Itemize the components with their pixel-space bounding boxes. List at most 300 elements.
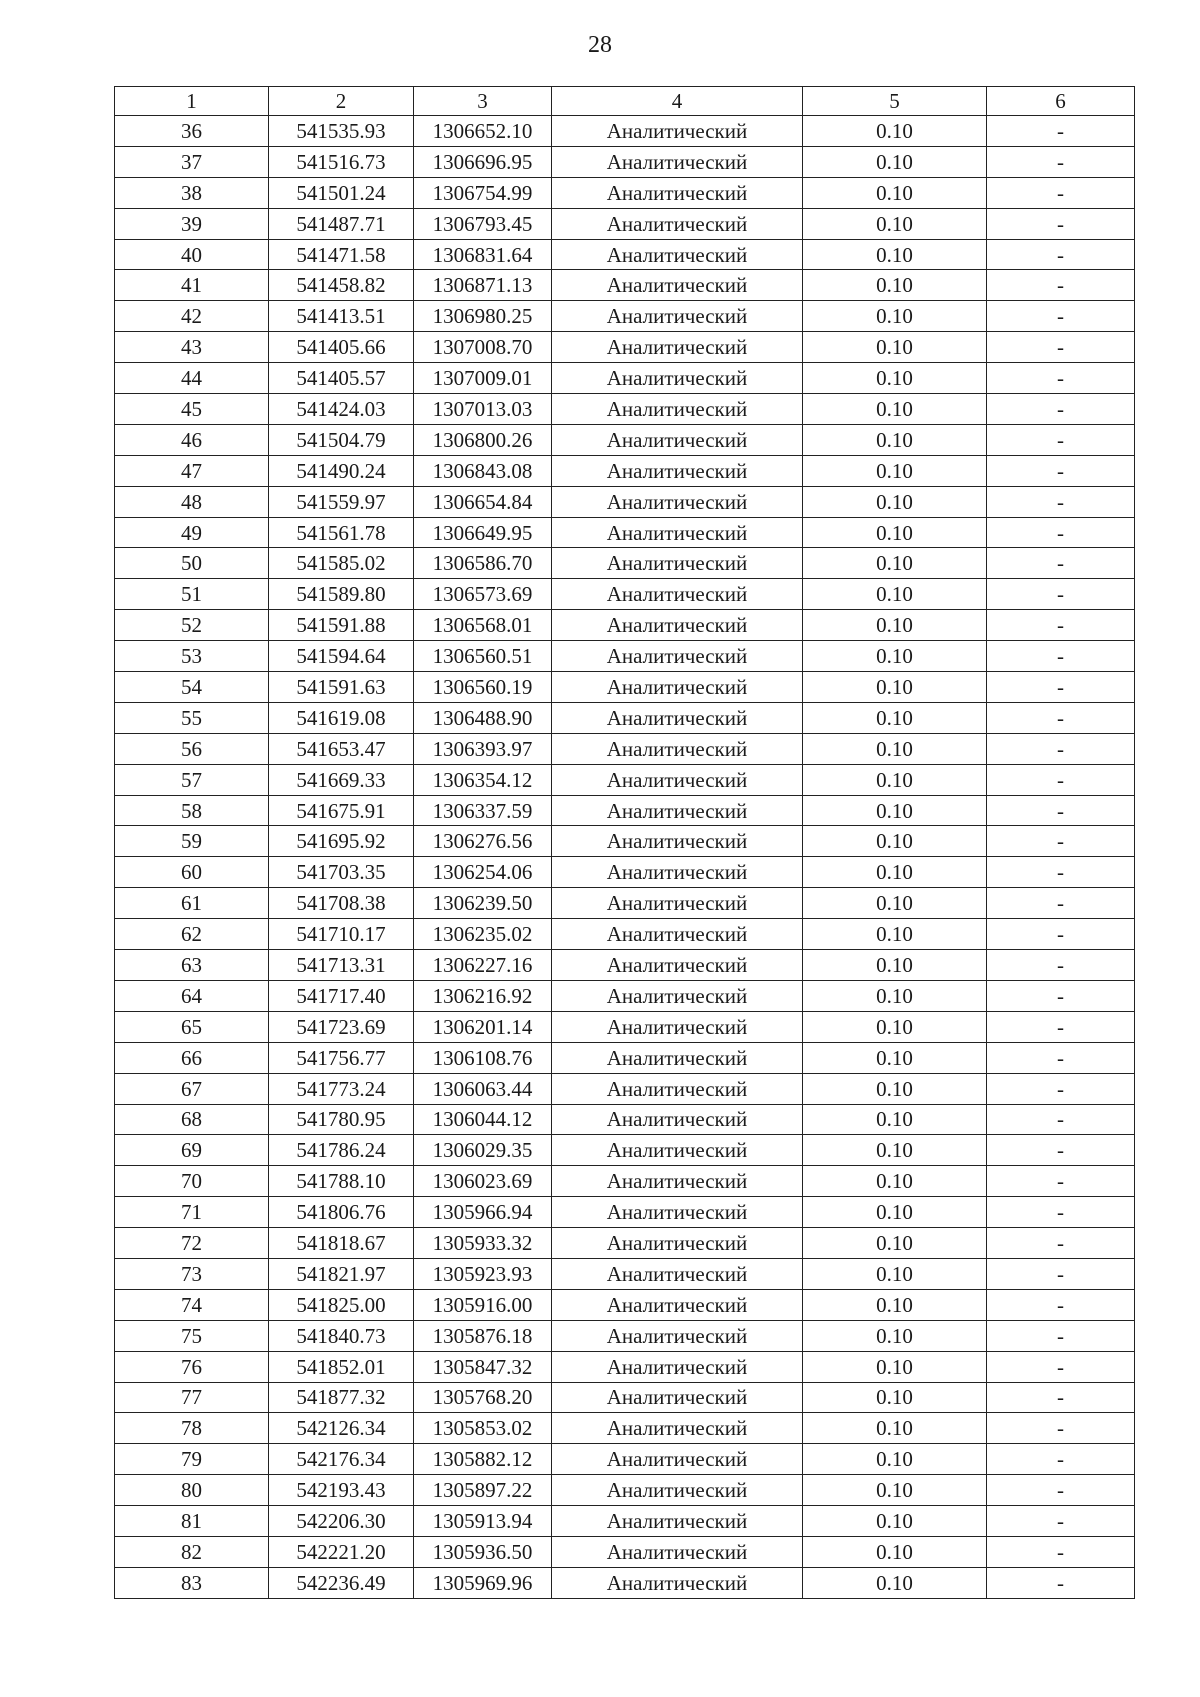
table-row — [115, 1135, 1135, 1166]
accuracy-cell: 0.10 — [803, 1228, 987, 1259]
method-cell: Аналитический — [552, 1413, 803, 1444]
table-row — [115, 888, 1135, 919]
y-coordinate-cell: 1305853.02 — [414, 1413, 552, 1444]
point-number-cell: 63 — [115, 950, 269, 981]
accuracy-cell: 0.10 — [803, 1135, 987, 1166]
x-coordinate-cell: 541559.97 — [269, 486, 414, 517]
x-coordinate-cell: 541788.10 — [269, 1166, 414, 1197]
x-coordinate-cell: 541669.33 — [269, 764, 414, 795]
table-row — [115, 332, 1135, 363]
method-cell: Аналитический — [552, 1506, 803, 1537]
method-cell: Аналитический — [552, 950, 803, 981]
method-cell: Аналитический — [552, 919, 803, 950]
point-number-cell: 62 — [115, 919, 269, 950]
table-row — [115, 1104, 1135, 1135]
accuracy-cell: 0.10 — [803, 363, 987, 394]
table-row — [115, 1042, 1135, 1073]
method-cell: Аналитический — [552, 146, 803, 177]
accuracy-cell: 0.10 — [803, 795, 987, 826]
table-row — [115, 672, 1135, 703]
method-cell: Аналитический — [552, 455, 803, 486]
note-cell: - — [987, 826, 1135, 857]
y-coordinate-cell: 1305933.32 — [414, 1228, 552, 1259]
y-coordinate-cell: 1306029.35 — [414, 1135, 552, 1166]
accuracy-cell: 0.10 — [803, 950, 987, 981]
column-header-4: 4 — [552, 87, 803, 116]
table-row — [115, 1413, 1135, 1444]
point-number-cell: 79 — [115, 1444, 269, 1475]
table-row — [115, 1444, 1135, 1475]
y-coordinate-cell: 1306560.51 — [414, 641, 552, 672]
y-coordinate-cell: 1306108.76 — [414, 1042, 552, 1073]
x-coordinate-cell: 541424.03 — [269, 394, 414, 425]
method-cell: Аналитический — [552, 1567, 803, 1598]
note-cell: - — [987, 1197, 1135, 1228]
method-cell: Аналитический — [552, 702, 803, 733]
y-coordinate-cell: 1306843.08 — [414, 455, 552, 486]
point-number-cell: 80 — [115, 1475, 269, 1506]
x-coordinate-cell: 541806.76 — [269, 1197, 414, 1228]
table-row — [115, 641, 1135, 672]
x-coordinate-cell: 541405.57 — [269, 363, 414, 394]
accuracy-cell: 0.10 — [803, 672, 987, 703]
method-cell: Аналитический — [552, 394, 803, 425]
column-header-6: 6 — [987, 87, 1135, 116]
note-cell: - — [987, 888, 1135, 919]
point-number-cell: 78 — [115, 1413, 269, 1444]
point-number-cell: 40 — [115, 239, 269, 270]
method-cell: Аналитический — [552, 424, 803, 455]
page-number: 28 — [588, 32, 612, 58]
accuracy-cell: 0.10 — [803, 455, 987, 486]
table-row — [115, 455, 1135, 486]
x-coordinate-cell: 542176.34 — [269, 1444, 414, 1475]
accuracy-cell: 0.10 — [803, 579, 987, 610]
y-coordinate-cell: 1306800.26 — [414, 424, 552, 455]
note-cell: - — [987, 332, 1135, 363]
x-coordinate-cell: 541675.91 — [269, 795, 414, 826]
x-coordinate-cell: 541786.24 — [269, 1135, 414, 1166]
x-coordinate-cell: 541756.77 — [269, 1042, 414, 1073]
method-cell: Аналитический — [552, 517, 803, 548]
accuracy-cell: 0.10 — [803, 610, 987, 641]
table-row — [115, 1197, 1135, 1228]
table-row — [115, 1320, 1135, 1351]
y-coordinate-cell: 1307013.03 — [414, 394, 552, 425]
x-coordinate-cell: 541589.80 — [269, 579, 414, 610]
method-cell: Аналитический — [552, 1073, 803, 1104]
table-row — [115, 919, 1135, 950]
y-coordinate-cell: 1307008.70 — [414, 332, 552, 363]
method-cell: Аналитический — [552, 1536, 803, 1567]
y-coordinate-cell: 1306568.01 — [414, 610, 552, 641]
point-number-cell: 48 — [115, 486, 269, 517]
method-cell: Аналитический — [552, 177, 803, 208]
accuracy-cell: 0.10 — [803, 1042, 987, 1073]
accuracy-cell: 0.10 — [803, 1011, 987, 1042]
method-cell: Аналитический — [552, 980, 803, 1011]
note-cell: - — [987, 239, 1135, 270]
accuracy-cell: 0.10 — [803, 548, 987, 579]
x-coordinate-cell: 541591.88 — [269, 610, 414, 641]
note-cell: - — [987, 950, 1135, 981]
method-cell: Аналитический — [552, 208, 803, 239]
accuracy-cell: 0.10 — [803, 270, 987, 301]
accuracy-cell: 0.10 — [803, 1382, 987, 1413]
y-coordinate-cell: 1306754.99 — [414, 177, 552, 208]
table-row — [115, 733, 1135, 764]
note-cell: - — [987, 1536, 1135, 1567]
accuracy-cell: 0.10 — [803, 239, 987, 270]
x-coordinate-cell: 541490.24 — [269, 455, 414, 486]
table-row — [115, 1073, 1135, 1104]
accuracy-cell: 0.10 — [803, 1444, 987, 1475]
x-coordinate-cell: 541561.78 — [269, 517, 414, 548]
y-coordinate-cell: 1306573.69 — [414, 579, 552, 610]
table-row — [115, 702, 1135, 733]
point-number-cell: 56 — [115, 733, 269, 764]
table-row — [115, 1506, 1135, 1537]
point-number-cell: 47 — [115, 455, 269, 486]
table-body — [115, 116, 1135, 1599]
note-cell: - — [987, 764, 1135, 795]
method-cell: Аналитический — [552, 795, 803, 826]
method-cell: Аналитический — [552, 239, 803, 270]
column-header-3: 3 — [414, 87, 552, 116]
y-coordinate-cell: 1306980.25 — [414, 301, 552, 332]
y-coordinate-cell: 1306654.84 — [414, 486, 552, 517]
y-coordinate-cell: 1306560.19 — [414, 672, 552, 703]
table-row — [115, 424, 1135, 455]
accuracy-cell: 0.10 — [803, 641, 987, 672]
x-coordinate-cell: 541695.92 — [269, 826, 414, 857]
table-row — [115, 1166, 1135, 1197]
table-row — [115, 1258, 1135, 1289]
x-coordinate-cell: 541405.66 — [269, 332, 414, 363]
point-number-cell: 46 — [115, 424, 269, 455]
note-cell: - — [987, 1351, 1135, 1382]
column-header-2: 2 — [269, 87, 414, 116]
method-cell: Аналитический — [552, 764, 803, 795]
method-cell: Аналитический — [552, 579, 803, 610]
column-header-5: 5 — [803, 87, 987, 116]
accuracy-cell: 0.10 — [803, 1289, 987, 1320]
note-cell: - — [987, 1320, 1135, 1351]
note-cell: - — [987, 116, 1135, 147]
x-coordinate-cell: 541877.32 — [269, 1382, 414, 1413]
note-cell: - — [987, 517, 1135, 548]
x-coordinate-cell: 541501.24 — [269, 177, 414, 208]
x-coordinate-cell: 541710.17 — [269, 919, 414, 950]
table-row — [115, 610, 1135, 641]
note-cell: - — [987, 301, 1135, 332]
y-coordinate-cell: 1306216.92 — [414, 980, 552, 1011]
point-number-cell: 71 — [115, 1197, 269, 1228]
table-row — [115, 486, 1135, 517]
accuracy-cell: 0.10 — [803, 486, 987, 517]
method-cell: Аналитический — [552, 363, 803, 394]
method-cell: Аналитический — [552, 486, 803, 517]
note-cell: - — [987, 1567, 1135, 1598]
note-cell: - — [987, 795, 1135, 826]
method-cell: Аналитический — [552, 857, 803, 888]
point-number-cell: 41 — [115, 270, 269, 301]
table-row — [115, 1011, 1135, 1042]
table-row — [115, 1351, 1135, 1382]
point-number-cell: 72 — [115, 1228, 269, 1259]
y-coordinate-cell: 1305768.20 — [414, 1382, 552, 1413]
y-coordinate-cell: 1305916.00 — [414, 1289, 552, 1320]
note-cell: - — [987, 579, 1135, 610]
point-number-cell: 52 — [115, 610, 269, 641]
point-number-cell: 82 — [115, 1536, 269, 1567]
note-cell: - — [987, 146, 1135, 177]
table-row — [115, 579, 1135, 610]
method-cell: Аналитический — [552, 301, 803, 332]
y-coordinate-cell: 1306201.14 — [414, 1011, 552, 1042]
method-cell: Аналитический — [552, 332, 803, 363]
note-cell: - — [987, 177, 1135, 208]
note-cell: - — [987, 424, 1135, 455]
accuracy-cell: 0.10 — [803, 1320, 987, 1351]
note-cell: - — [987, 1228, 1135, 1259]
accuracy-cell: 0.10 — [803, 826, 987, 857]
note-cell: - — [987, 394, 1135, 425]
y-coordinate-cell: 1306831.64 — [414, 239, 552, 270]
y-coordinate-cell: 1305966.94 — [414, 1197, 552, 1228]
accuracy-cell: 0.10 — [803, 208, 987, 239]
coordinates-table — [114, 86, 1135, 1599]
y-coordinate-cell: 1306696.95 — [414, 146, 552, 177]
x-coordinate-cell: 541535.93 — [269, 116, 414, 147]
table-row — [115, 857, 1135, 888]
table-row — [115, 363, 1135, 394]
note-cell: - — [987, 1104, 1135, 1135]
y-coordinate-cell: 1305913.94 — [414, 1506, 552, 1537]
note-cell: - — [987, 702, 1135, 733]
x-coordinate-cell: 541825.00 — [269, 1289, 414, 1320]
table-row — [115, 826, 1135, 857]
y-coordinate-cell: 1305969.96 — [414, 1567, 552, 1598]
x-coordinate-cell: 541653.47 — [269, 733, 414, 764]
x-coordinate-cell: 541619.08 — [269, 702, 414, 733]
note-cell: - — [987, 610, 1135, 641]
method-cell: Аналитический — [552, 1258, 803, 1289]
x-coordinate-cell: 541713.31 — [269, 950, 414, 981]
point-number-cell: 68 — [115, 1104, 269, 1135]
table-row — [115, 1228, 1135, 1259]
method-cell: Аналитический — [552, 1104, 803, 1135]
method-cell: Аналитический — [552, 1166, 803, 1197]
point-number-cell: 74 — [115, 1289, 269, 1320]
table-row — [115, 1475, 1135, 1506]
point-number-cell: 57 — [115, 764, 269, 795]
point-number-cell: 39 — [115, 208, 269, 239]
method-cell: Аналитический — [552, 1228, 803, 1259]
point-number-cell: 53 — [115, 641, 269, 672]
x-coordinate-cell: 542221.20 — [269, 1536, 414, 1567]
y-coordinate-cell: 1306063.44 — [414, 1073, 552, 1104]
accuracy-cell: 0.10 — [803, 301, 987, 332]
note-cell: - — [987, 486, 1135, 517]
table-row — [115, 517, 1135, 548]
accuracy-cell: 0.10 — [803, 1104, 987, 1135]
y-coordinate-cell: 1306793.45 — [414, 208, 552, 239]
point-number-cell: 49 — [115, 517, 269, 548]
y-coordinate-cell: 1306239.50 — [414, 888, 552, 919]
y-coordinate-cell: 1306254.06 — [414, 857, 552, 888]
x-coordinate-cell: 541708.38 — [269, 888, 414, 919]
x-coordinate-cell: 541594.64 — [269, 641, 414, 672]
accuracy-cell: 0.10 — [803, 517, 987, 548]
y-coordinate-cell: 1305847.32 — [414, 1351, 552, 1382]
table-row — [115, 1536, 1135, 1567]
x-coordinate-cell: 541780.95 — [269, 1104, 414, 1135]
method-cell: Аналитический — [552, 1351, 803, 1382]
accuracy-cell: 0.10 — [803, 146, 987, 177]
table-row — [115, 980, 1135, 1011]
accuracy-cell: 0.10 — [803, 888, 987, 919]
x-coordinate-cell: 541516.73 — [269, 146, 414, 177]
y-coordinate-cell: 1305923.93 — [414, 1258, 552, 1289]
accuracy-cell: 0.10 — [803, 702, 987, 733]
point-number-cell: 44 — [115, 363, 269, 394]
note-cell: - — [987, 733, 1135, 764]
accuracy-cell: 0.10 — [803, 1351, 987, 1382]
table-row — [115, 177, 1135, 208]
accuracy-cell: 0.10 — [803, 1166, 987, 1197]
method-cell: Аналитический — [552, 888, 803, 919]
point-number-cell: 66 — [115, 1042, 269, 1073]
accuracy-cell: 0.10 — [803, 1567, 987, 1598]
method-cell: Аналитический — [552, 1011, 803, 1042]
table-row — [115, 239, 1135, 270]
accuracy-cell: 0.10 — [803, 394, 987, 425]
y-coordinate-cell: 1305936.50 — [414, 1536, 552, 1567]
y-coordinate-cell: 1307009.01 — [414, 363, 552, 394]
y-coordinate-cell: 1305876.18 — [414, 1320, 552, 1351]
accuracy-cell: 0.10 — [803, 1506, 987, 1537]
note-cell: - — [987, 1289, 1135, 1320]
table-row — [115, 795, 1135, 826]
x-coordinate-cell: 541717.40 — [269, 980, 414, 1011]
point-number-cell: 73 — [115, 1258, 269, 1289]
point-number-cell: 43 — [115, 332, 269, 363]
accuracy-cell: 0.10 — [803, 764, 987, 795]
y-coordinate-cell: 1306337.59 — [414, 795, 552, 826]
y-coordinate-cell: 1306276.56 — [414, 826, 552, 857]
x-coordinate-cell: 541852.01 — [269, 1351, 414, 1382]
point-number-cell: 54 — [115, 672, 269, 703]
point-number-cell: 65 — [115, 1011, 269, 1042]
note-cell: - — [987, 1475, 1135, 1506]
accuracy-cell: 0.10 — [803, 1258, 987, 1289]
y-coordinate-cell: 1306393.97 — [414, 733, 552, 764]
point-number-cell: 69 — [115, 1135, 269, 1166]
table-row — [115, 1567, 1135, 1598]
method-cell: Аналитический — [552, 672, 803, 703]
point-number-cell: 77 — [115, 1382, 269, 1413]
point-number-cell: 61 — [115, 888, 269, 919]
header-row — [115, 87, 1135, 116]
method-cell: Аналитический — [552, 1197, 803, 1228]
point-number-cell: 37 — [115, 146, 269, 177]
accuracy-cell: 0.10 — [803, 332, 987, 363]
note-cell: - — [987, 1042, 1135, 1073]
y-coordinate-cell: 1306227.16 — [414, 950, 552, 981]
method-cell: Аналитический — [552, 1289, 803, 1320]
point-number-cell: 70 — [115, 1166, 269, 1197]
point-number-cell: 83 — [115, 1567, 269, 1598]
method-cell: Аналитический — [552, 548, 803, 579]
point-number-cell: 42 — [115, 301, 269, 332]
table-row — [115, 270, 1135, 301]
method-cell: Аналитический — [552, 1320, 803, 1351]
point-number-cell: 45 — [115, 394, 269, 425]
accuracy-cell: 0.10 — [803, 733, 987, 764]
accuracy-cell: 0.10 — [803, 1475, 987, 1506]
table-row — [115, 116, 1135, 147]
y-coordinate-cell: 1305897.22 — [414, 1475, 552, 1506]
method-cell: Аналитический — [552, 1382, 803, 1413]
point-number-cell: 38 — [115, 177, 269, 208]
note-cell: - — [987, 208, 1135, 239]
accuracy-cell: 0.10 — [803, 857, 987, 888]
point-number-cell: 58 — [115, 795, 269, 826]
note-cell: - — [987, 548, 1135, 579]
x-coordinate-cell: 542193.43 — [269, 1475, 414, 1506]
x-coordinate-cell: 541591.63 — [269, 672, 414, 703]
x-coordinate-cell: 541818.67 — [269, 1228, 414, 1259]
y-coordinate-cell: 1306354.12 — [414, 764, 552, 795]
table-row — [115, 1382, 1135, 1413]
note-cell: - — [987, 919, 1135, 950]
note-cell: - — [987, 1413, 1135, 1444]
note-cell: - — [987, 641, 1135, 672]
point-number-cell: 64 — [115, 980, 269, 1011]
table-row — [115, 950, 1135, 981]
x-coordinate-cell: 541821.97 — [269, 1258, 414, 1289]
table-row — [115, 548, 1135, 579]
method-cell: Аналитический — [552, 1042, 803, 1073]
point-number-cell: 60 — [115, 857, 269, 888]
point-number-cell: 81 — [115, 1506, 269, 1537]
x-coordinate-cell: 541585.02 — [269, 548, 414, 579]
method-cell: Аналитический — [552, 1135, 803, 1166]
point-number-cell: 76 — [115, 1351, 269, 1382]
point-number-cell: 51 — [115, 579, 269, 610]
table-row — [115, 1289, 1135, 1320]
x-coordinate-cell: 541703.35 — [269, 857, 414, 888]
x-coordinate-cell: 541413.51 — [269, 301, 414, 332]
y-coordinate-cell: 1306871.13 — [414, 270, 552, 301]
table-row — [115, 764, 1135, 795]
accuracy-cell: 0.10 — [803, 1197, 987, 1228]
x-coordinate-cell: 541773.24 — [269, 1073, 414, 1104]
accuracy-cell: 0.10 — [803, 1536, 987, 1567]
accuracy-cell: 0.10 — [803, 424, 987, 455]
note-cell: - — [987, 1166, 1135, 1197]
x-coordinate-cell: 542236.49 — [269, 1567, 414, 1598]
note-cell: - — [987, 455, 1135, 486]
point-number-cell: 55 — [115, 702, 269, 733]
method-cell: Аналитический — [552, 733, 803, 764]
method-cell: Аналитический — [552, 1444, 803, 1475]
point-number-cell: 75 — [115, 1320, 269, 1351]
note-cell: - — [987, 1258, 1135, 1289]
note-cell: - — [987, 857, 1135, 888]
accuracy-cell: 0.10 — [803, 116, 987, 147]
